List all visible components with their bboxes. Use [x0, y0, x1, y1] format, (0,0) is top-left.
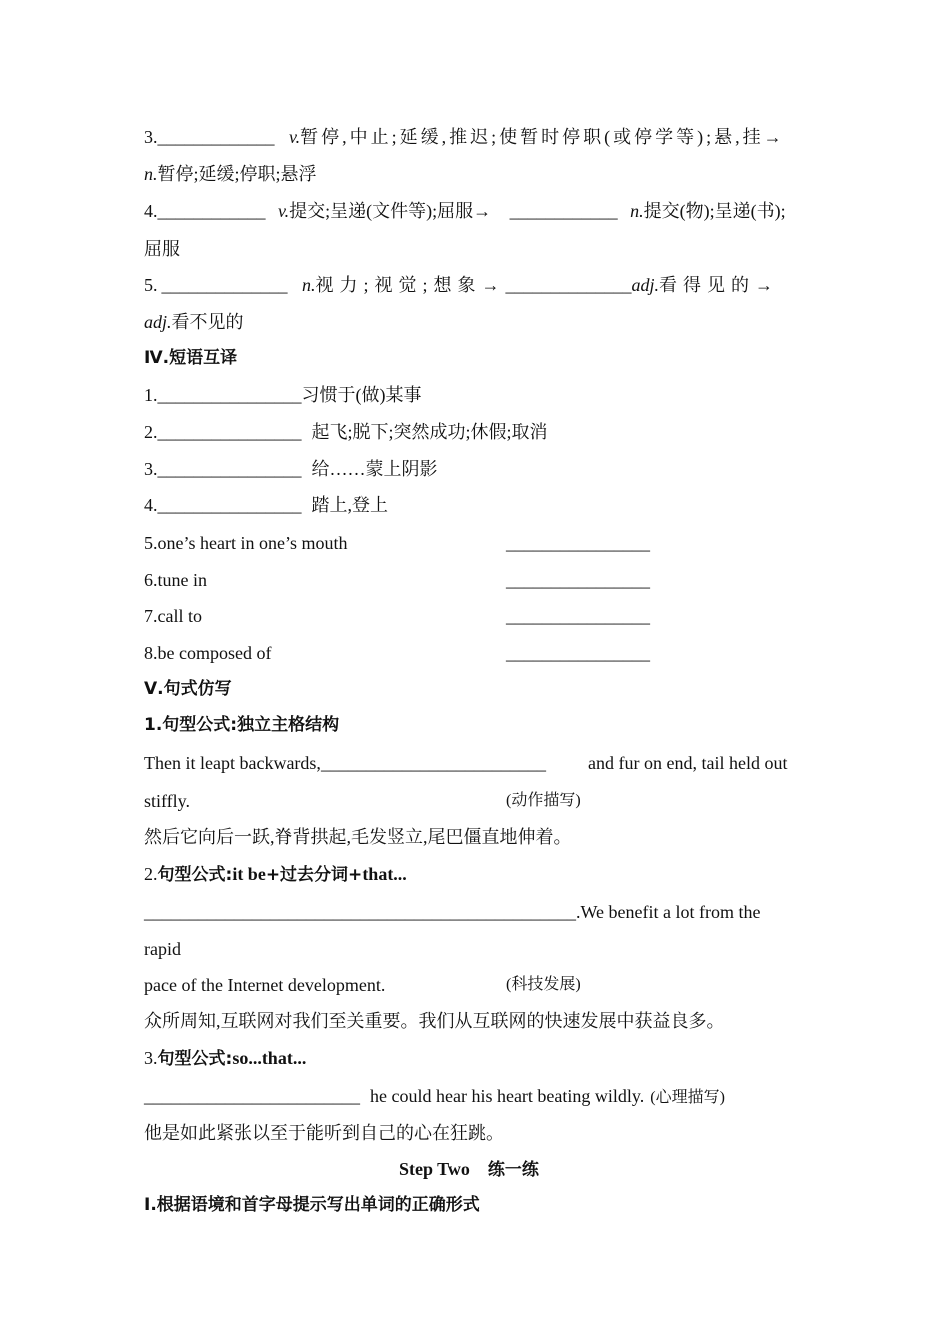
answer-blank: ________________ — [506, 533, 650, 553]
vocab-item-4 — [144, 200, 786, 222]
translation: 然后它向后一跃,脊背拱起,毛发竖立,尾巴僵直地伸着。 — [144, 827, 572, 847]
item-number: 2. — [144, 864, 158, 884]
step-two-title — [399, 1158, 539, 1181]
title-text: Step Two — [399, 1159, 470, 1179]
phrase-en: 5.one’s heart in one’s mouth — [144, 533, 348, 553]
answer-blank: ____________ — [157, 201, 266, 221]
sentence-text: he could hear his heart beating wildly. — [370, 1086, 645, 1106]
answer-blank: ________________ — [157, 422, 302, 442]
title-text: 练一练 — [487, 1160, 539, 1180]
part-of-speech: n. — [630, 201, 644, 221]
item-number: 2. — [144, 422, 158, 442]
answer-blank: ________________ — [157, 495, 302, 515]
sentence-text: Then it leapt backwards, — [144, 753, 321, 773]
answer-blank: ________________________ — [144, 1086, 360, 1106]
section-heading-fill-words: Ⅰ.根据语境和首字母提示写出单词的正确形式 — [144, 1195, 480, 1215]
phrase-en: 6.tune in — [144, 570, 207, 590]
vocab-item-5-cont — [144, 311, 244, 333]
answer-blank: ________________ — [506, 606, 650, 626]
phrase-en: 8.be composed of — [144, 643, 272, 663]
title-text: so...that... — [232, 1048, 307, 1068]
title-text: that... — [362, 864, 407, 884]
title-text: 句型公式: — [157, 865, 233, 885]
answer-blank: ______________ — [505, 275, 632, 295]
definition: 提交;呈递(文件等);屈服→ — [289, 201, 492, 221]
vocab-item-3-cont — [144, 163, 317, 185]
part-of-speech: v. — [289, 127, 301, 147]
answer-blank: _____________ — [157, 127, 275, 147]
sentence-text: and fur on end, tail held out — [588, 753, 788, 773]
title-text: 句型公式: — [157, 1049, 233, 1069]
sentence-3-line — [144, 1085, 725, 1109]
item-number: 3. — [144, 459, 158, 479]
translation: 众所周知,互联网对我们至关重要。我们从互联网的快速发展中获益良多。 — [144, 1011, 725, 1031]
vocab-item-5 — [144, 274, 779, 296]
definition: 看不见的 — [171, 312, 244, 332]
item-number: 4. — [144, 495, 158, 515]
answer-blank: ________________ — [506, 643, 650, 663]
sentence-pattern-3-title — [144, 1047, 306, 1070]
phrase-item — [144, 458, 438, 480]
sentence-1-line — [144, 752, 546, 774]
answer-blank: ____________ — [509, 201, 618, 221]
answer-blank: ________________ — [157, 459, 302, 479]
part-of-speech: adj. — [631, 275, 660, 295]
definition: 暂停;延缓;停职;悬浮 — [157, 164, 317, 184]
phrase-text: 习惯于(做)某事 — [301, 385, 422, 405]
phrase-text: 踏上,登上 — [311, 495, 388, 515]
part-of-speech: adj. — [144, 312, 172, 332]
title-text: +过去分词+ — [265, 865, 363, 885]
definition: 视力;视觉;想象→ — [315, 275, 506, 295]
answer-blank: ________________ — [157, 385, 302, 405]
phrase-text: 起飞;脱下;突然成功;休假;取消 — [311, 422, 548, 442]
sentence-text: pace of the Internet development. — [144, 975, 386, 995]
item-number: 3. — [144, 127, 158, 147]
section-heading-sentences: Ⅴ.句式仿写 — [144, 679, 232, 699]
phrase-item — [144, 384, 422, 406]
sentence-2-line — [144, 901, 760, 923]
phrase-item — [144, 494, 388, 516]
answer-blank: ________________________________________________ — [144, 902, 576, 922]
sentence-note: (动作描写) — [506, 792, 581, 809]
sentence-pattern-1-title: 1.句型公式:独立主格结构 — [144, 715, 340, 735]
phrase-en: 7.call to — [144, 606, 202, 626]
item-number: 3. — [144, 1048, 158, 1068]
phrase-item — [144, 421, 548, 443]
answer-blank: ______________ — [161, 275, 288, 295]
part-of-speech: n. — [302, 275, 316, 295]
definition: 暂停,中止;延缓,推迟;使暂时停职(或停学等);悬,挂→ — [300, 127, 785, 147]
sentence-text: stiffly. — [144, 791, 191, 811]
vocab-item-4-cont — [144, 238, 180, 260]
item-number: 1. — [144, 385, 158, 405]
sentence-note: (心理描写) — [650, 1089, 725, 1106]
sentence-note: (科技发展) — [506, 976, 581, 993]
section-heading-phrases: Ⅳ.短语互译 — [144, 348, 238, 368]
sentence-pattern-2-title — [144, 863, 407, 886]
answer-blank: ________________ — [506, 570, 650, 590]
definition: 提交(物);呈递(书); — [643, 201, 786, 221]
translation: 他是如此紧张以至于能听到自己的心在狂跳。 — [144, 1123, 504, 1143]
vocab-item-3 — [144, 126, 785, 148]
phrase-text: 给……蒙上阴影 — [311, 459, 438, 479]
definition: 屈服 — [144, 239, 180, 259]
part-of-speech: v. — [278, 201, 290, 221]
item-number: 4. — [144, 201, 158, 221]
definition: 看得见的→ — [659, 275, 780, 295]
sentence-text: rapid — [144, 939, 181, 959]
answer-blank: _________________________ — [320, 753, 546, 773]
sentence-text: .We benefit a lot from the — [576, 902, 761, 922]
title-text: it be — [232, 864, 266, 884]
part-of-speech: n. — [144, 164, 158, 184]
item-number: 5. — [144, 275, 158, 295]
